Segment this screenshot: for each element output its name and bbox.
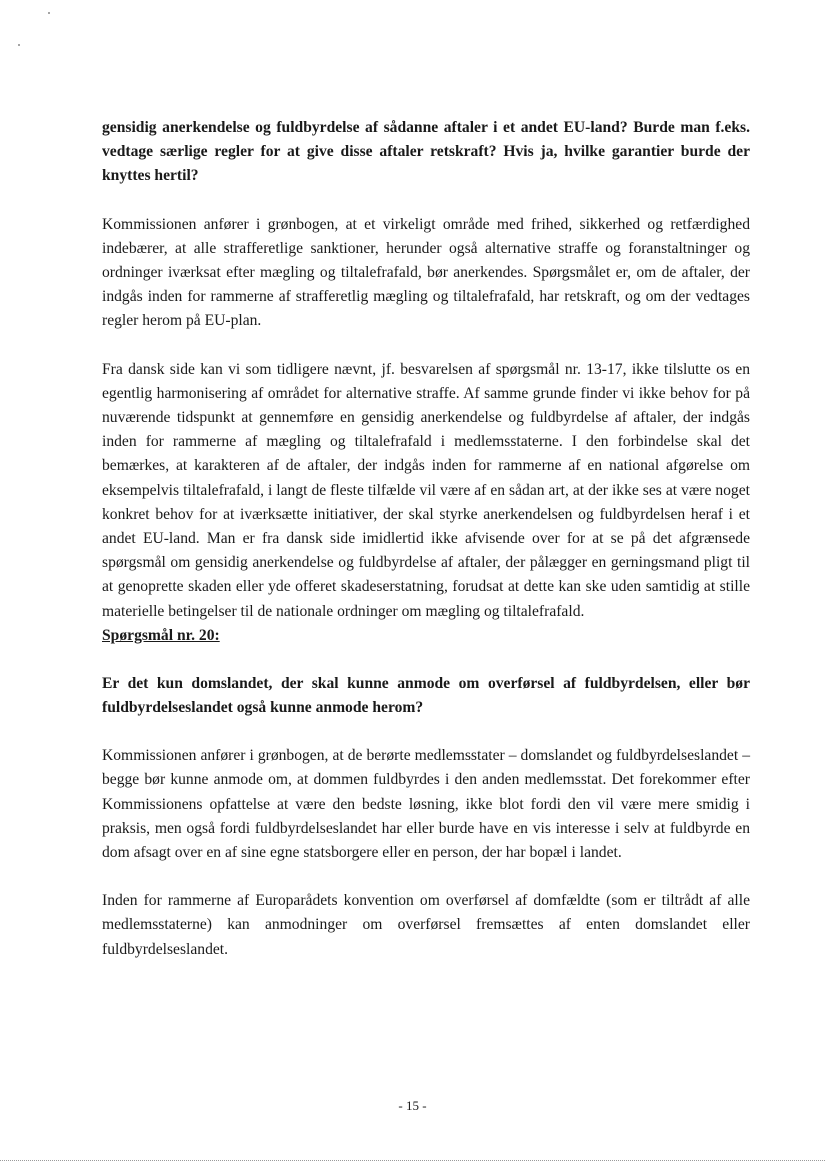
- paragraph-1: Kommissionen anfører i grønbogen, at et virkeligt område med frihed, sikkerhed og retfærdighed indebærer, at alle strafferetlige sanktioner, herunder også alternative straffe og foranstaltninger og ordninger iværksat efter mægling og tiltalefrafald, bør anerkendes. Spørgsmålet er, om de aftaler, der indgås inden for rammerne af strafferetlig mægling og tiltalefrafald, har retskraft, og om der vedtages regler herom på EU-plan.: [102, 215, 750, 330]
- page-number: - 15 -: [398, 1098, 427, 1113]
- question-20: Er det kun domslandet, der skal kunne anmode om overførsel af fuldbyrdelsen, eller bør fuldbyrdelseslandet også kunne anmode herom?: [102, 674, 750, 717]
- paragraph-2: Fra dansk side kan vi som tidligere nævnt, jf. besvarelsen af spørgsmål nr. 13-17, ikke tilslutte os en egentlig harmonisering af området for alternative straffe. Af samme grunde finder vi ikke behov for på nuværende tidspunkt at gennemføre en gensidig anerkendelse og fuldbyrdelse af aftaler, der indgås inden for rammerne af mægling og tiltalefrafald i medlemsstaterne. I den forbindelse skal det bemærkes, at karakteren af de aftaler, der indgås inden for rammerne af en national afgørelse om eksempelvis tiltalefrafald, i langt de fleste tilfælde vil være af en sådan art, at der ikke ses at være noget konkret behov for at iværksætte initiativer, der skal styrke anerkendelsen og fuldbyrdelsen heraf i et andet EU-land. Man er fra dansk side imidlertid ikke afvisende over for at se på det afgrænsede spørgsmål om gensidig anerkendelse og fuldbyrdelse af aftaler, der pålægger en gerningsmand pligt til at genoprette skaden eller yde offeret skadeserstatning, forudsat at dette kan ske uden samtidig at stille materielle betingelser til de nationale ordninger om mægling og tiltalefrafald.: [102, 360, 750, 620]
- scan-speck: [18, 44, 20, 46]
- page-content: [102, 116, 750, 962]
- section-heading: Spørgsmål nr. 20:: [102, 626, 220, 644]
- question-continuation: gensidig anerkendelse og fuldbyrdelse af sådanne aftaler i et andet EU-land? Burde man f.eks. vedtage særlige regler for at give disse aftaler retskraft? Hvis ja, hvilke garantier burde der knyttes hertil?: [102, 119, 750, 185]
- paragraph-3: Kommissionen anfører i grønbogen, at de berørte medlemsstater – domslandet og fuldbyrdelseslandet – begge bør kunne anmode om, at dommen fuldbyrdes i den anden medlemsstat. Det forekommer efter Kommissionens opfattelse at være den bedste løsning, ikke blot fordi den vil være mere smidig i praksis, men også fordi fuldbyrdelseslandet har eller burde have en vis interesse i selv at fuldbyrde en dom afsagt over en af sine egne statsborgere eller en person, der har bopæl i landet.: [102, 747, 750, 862]
- scan-bottom-edge: [0, 1160, 825, 1161]
- paragraph-4: Inden for rammerne af Europarådets konvention om overførsel af domfældte (som er tiltrådt af alle medlemsstaterne) kan anmodninger om overførsel fremsættes af enten domslandet eller fuldbyrdelseslandet.: [102, 892, 750, 958]
- scan-speck: [48, 12, 50, 14]
